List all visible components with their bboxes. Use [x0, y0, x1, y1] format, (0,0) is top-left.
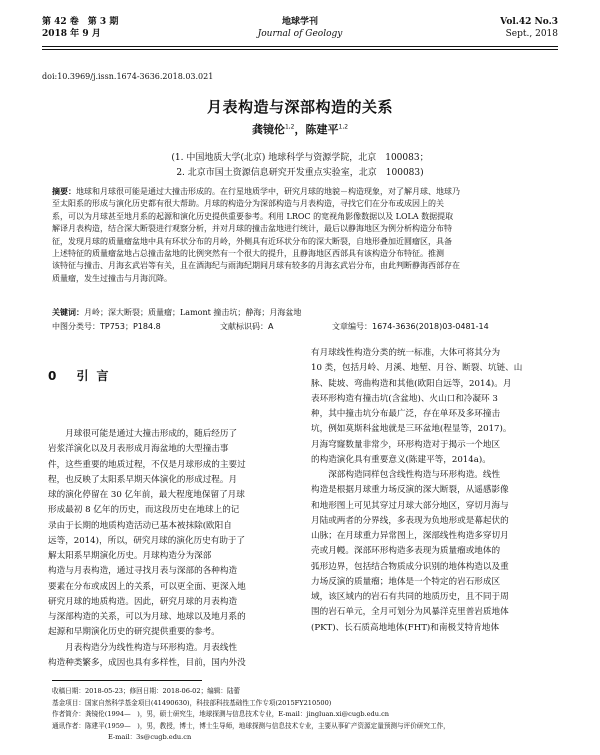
- body-line: 10 类，包括月岭、月溪、地堑、月谷、断裂、坑链、山: [311, 363, 523, 374]
- footnote-corresponding: 通讯作者：陈建平(1959— )，男，教授，博士，博士生导师，地球探测与信息技术专业，主要从事矿产资源定量预测与评价研究工作，: [52, 721, 450, 730]
- author-separator: ，: [294, 123, 306, 136]
- body-line: 构造与月表构造，通过寻找月表与深部的各种构造: [48, 566, 238, 577]
- author-affiliation-mark: 1,2: [338, 123, 349, 131]
- body-line: (PKT)、长石质高地地体(FHT)和南极艾特肯地体: [311, 622, 500, 633]
- footnote-received: 收稿日期：2018-05-23；修回日期：2018-06-02；编辑：陆蕾: [52, 687, 241, 695]
- affiliation-1: (1. 中国地质大学(北京) 地球科学与资源学院，北京 100083；: [171, 153, 429, 163]
- body-line: 壳或月幔。深部环形构造多表现为质量瘤或地体的: [311, 546, 501, 557]
- article-number: 文章编号：1674-3636(2018)03-0481-14: [332, 322, 489, 331]
- body-line: 域，该区域内的岩石有共同的地质历史，且不同于周: [311, 592, 509, 602]
- body-line: 与深部构造的关系，可以为月球、地球以及地月系的: [48, 612, 246, 622]
- body-line: 月陆或两者的分界线，多表现为负地形或是幕起伏的: [311, 515, 509, 526]
- body-line: 形成最初 8 亿年的历史，而这段历史在地球上的记: [48, 505, 240, 516]
- doi: doi:10.3969/j.issn.1674-3636.2018.03.021: [42, 72, 214, 81]
- body-line: 构造种类繁多，成因也具有多样性，目前，国内外没: [48, 657, 246, 668]
- footnote-author-bio: 作者简介：龚镜伦(1994— )，男，硕士研究生，地球探测与信息技术专业，E-mail：jingluan.xi@cugb.edu.cn: [52, 710, 390, 719]
- keywords-label: 关键词：: [52, 308, 84, 317]
- body-line: 和地形图上可见其穿过月球大部分地区，穿切月海与: [311, 500, 509, 511]
- footnote-funding: 基金项目：国家自然科学基金项目(41490630)，科技部科技基础性工作专项(2015FY210500): [52, 698, 332, 707]
- keywords-text: 月岭；深大断裂；质量瘤；Lamont 撞击坑；静海；月海盆地: [84, 308, 302, 317]
- abstract-label: 摘要：: [52, 187, 76, 196]
- body-line: 力场反演的质量瘤；地体是一个特定的岩石形成区: [311, 576, 501, 587]
- abstract-line: 征，发现月球的质量瘤盆地中具有环状分布的月岭，外侧具有近环状分布的深大断裂，自地形叠加近圆瘤区，具备: [52, 236, 452, 246]
- author-affiliation-mark: 1,2: [284, 123, 295, 131]
- running-header: [42, 16, 558, 46]
- abstract-line: 系，可以为月球甚至地月系的起源和演化历史提供重要参考。利用 LROC 的宽视角影像数据以及 LOLA 数据提取: [52, 211, 454, 221]
- body-line: 研究月球的地质构造。因此，研究月球的月表构造: [48, 596, 238, 607]
- body-line: 围的岩石单元，全月可划分为风暴洋克里普岩质地体: [311, 607, 509, 618]
- abstract: [52, 186, 548, 285]
- footnote-rule: [52, 680, 202, 681]
- section-number: 0: [48, 369, 65, 383]
- header-volume-en: [500, 16, 558, 40]
- classification-line: [52, 321, 548, 333]
- body-line: 弧形边界，包括结合物质成分识别的地体构造以及重: [311, 561, 509, 572]
- body-line: 解太阳系早期演化历史。月球构造分为深部: [48, 551, 212, 561]
- body-line: 脉、陡坡、弯曲构造和其他(欧阳自远等，2014)。月: [311, 378, 512, 389]
- section-title: 引言: [76, 369, 117, 383]
- abstract-line: 该特征与撞击、月海玄武岩等有关，且在酒海纪与雨海纪期间月球有较多的月海玄武岩分布，由此判断静海西部存在: [52, 261, 460, 271]
- header-journal: [42, 16, 558, 40]
- body-line: 构造是根据月球重力场反演的深大断裂，从遥感影像: [311, 485, 509, 496]
- document-code: 文献标识码：A: [220, 322, 274, 331]
- abstract-line: 上述特征的质量瘤盆地占总撞击盆地的比例突然有一个很大的提升，且静海地区西部具有该构造分布特征。推测: [52, 249, 444, 259]
- body-line: 月海穹窿数量非常少，环形构造对于揭示一个地区: [311, 439, 501, 450]
- header-rule-bottom: [42, 49, 558, 50]
- header-date-cn: 2018 年 9 月: [42, 29, 101, 39]
- body-line: 表环形构造有撞击坑(含盆地)、火山口和冷凝环 3: [311, 393, 498, 404]
- body-line: 种，其中撞击坑分布最广泛，存在单环及多环撞击: [311, 409, 501, 419]
- abstract-line: 地球和月球很可能是通过大撞击形成的。在行星地质学中，研究月球的地貌－构造现象，对了解月球、地球乃: [76, 187, 460, 196]
- body-line: 件，这些重要的地质过程，不仅是月球形成的主要过: [48, 459, 246, 470]
- abstract-line: 解译月表构造，结合深大断裂进行观察分析，并对月球的撞击盆地进行统计，最后以静海地区为例分析构造分布特: [52, 224, 452, 234]
- body-line: 要素在分布或成因上的关系，可以更全面、更深入地: [48, 581, 246, 592]
- clc-number: 中图分类号：TP753；P184.8: [52, 322, 161, 331]
- body-line: 的构造演化具有重要意义(陈建平等，2014a)。: [311, 454, 491, 465]
- body-line: 程，也反映了太阳系早期天体演化的形成过程。月: [48, 474, 238, 485]
- keywords: [52, 307, 548, 319]
- header-journal-cn: 地球学刊: [281, 17, 318, 27]
- header-journal-en: Journal of Geology: [257, 29, 343, 39]
- body-line: 有月球线性构造分类的统一标准，大体可将其分为: [311, 348, 501, 358]
- body-right-column: [311, 346, 558, 636]
- abstract-line: 至太阳系的形成与演化历史都有很大帮助。月球的构造分为深部构造与月表构造，寻找它们在分布或成因上的关: [52, 199, 444, 209]
- body-line: 月表构造分为线性构造与环形构造。月表线性: [65, 642, 238, 653]
- header-volume-issue: 第 42 卷 第 3 期: [42, 17, 119, 27]
- author-name: 龚镜伦: [251, 123, 285, 136]
- header-volume-issue-en: Vol.42 No.3: [500, 17, 558, 27]
- body-line: 起源和早期演化历史的研究提供重要的参考。: [48, 627, 220, 638]
- body-line: 山脉；在月球重力异常图上，深部线性构造多穿切月: [311, 531, 509, 541]
- abstract-line: 质量瘤，发生过撞击与月海沉降。: [52, 273, 172, 283]
- affiliation-2: 2. 北京市国土资源信息研究开发重点实验室，北京 100083): [176, 168, 424, 178]
- body-line: 月球很可能是通过大撞击形成的，随后经历了: [65, 429, 238, 439]
- body-line: 远等，2014)，所以，研究月球的演化历史有助于了: [48, 535, 246, 546]
- body-line: 深部构造同样包含线性构造与环形构造。线性: [328, 470, 501, 480]
- footnotes: [52, 686, 558, 744]
- authors: [0, 121, 600, 137]
- body-left-column: [48, 427, 295, 671]
- body-line: 坑，例如莫斯科盆地就是三环盆地(程显等，2017)。: [311, 424, 512, 435]
- header-date-en: Sept., 2018: [505, 29, 558, 39]
- body-line: 岩浆洋演化以及月表形成月海盆地的大型撞击事: [48, 444, 229, 455]
- footnote-email: E-mail：3s@cugb.edu.cn: [108, 733, 192, 742]
- article-title: 月表构造与深部构造的关系: [206, 98, 393, 116]
- author-name: 陈建平: [305, 123, 339, 136]
- body-line: 球的演化停留在 30 亿年前，最大程度地保留了月球: [48, 490, 245, 500]
- header-rule-top: [42, 46, 558, 47]
- body-line: 录由于长期的地质构造活动已基本被抹除(欧阳自: [48, 520, 232, 531]
- section-heading: [48, 367, 117, 384]
